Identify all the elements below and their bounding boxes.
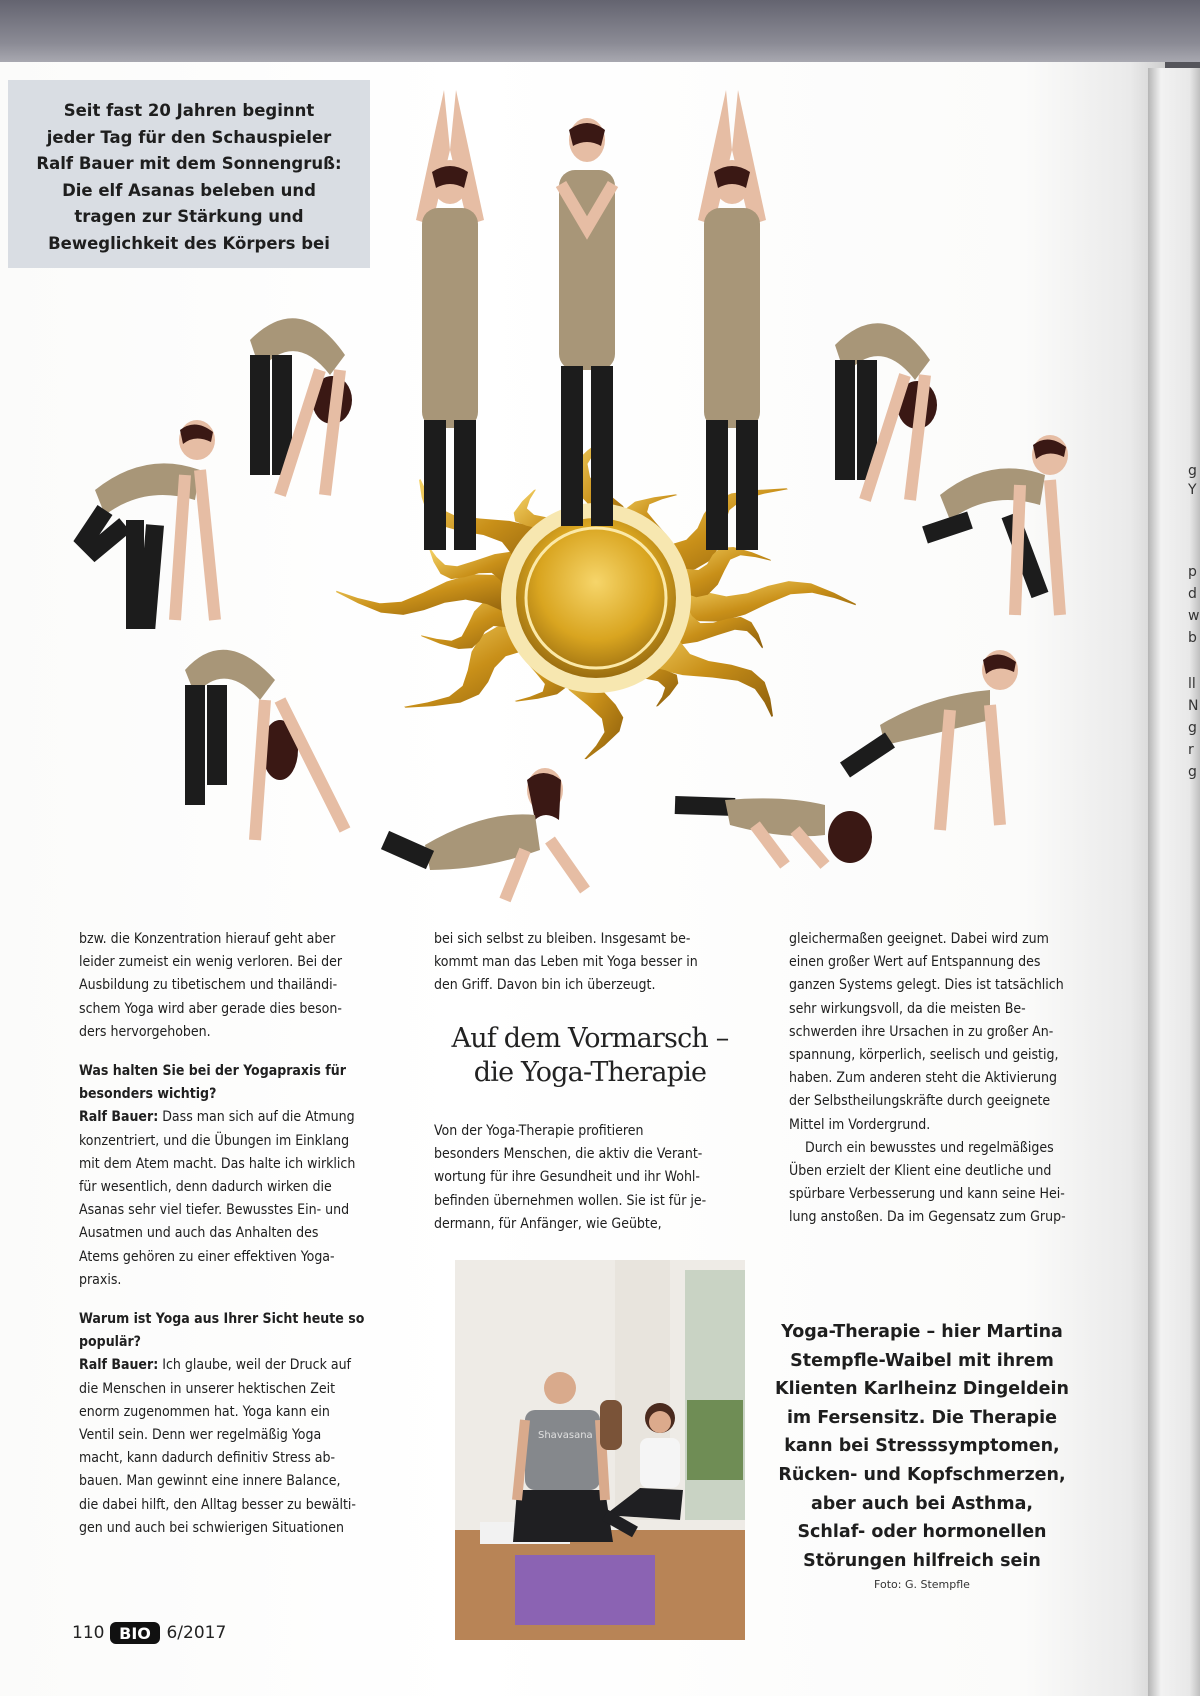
caption-line: Störungen hilfreich sein (803, 1550, 1041, 1571)
text-column-3 (789, 928, 1119, 1230)
yoga-pose-figure-icon (250, 318, 352, 495)
edge-text-fragment: N (1188, 698, 1199, 714)
body-line: Ausatmen und auch das Anhalten des (79, 1225, 319, 1242)
photo-caption (752, 1318, 1092, 1575)
body-line: lung anstoßen. Da im Gegensatz zum Grup- (789, 1209, 1066, 1226)
text-column-2-lower (434, 1120, 764, 1236)
caption-line: im Fersensitz. Die Therapie (786, 1407, 1058, 1428)
body-text: Ich glaube, weil der Druck auf (158, 1357, 351, 1374)
body-line: leider zumeist ein wenig verloren. Bei der (79, 954, 343, 971)
body-line: ganzen Systems gelegt. Dies ist tatsächlich (789, 977, 1064, 994)
body-text: Dass man sich auf die Atmung (158, 1109, 355, 1126)
page-footer (72, 1620, 226, 1646)
edge-text-fragment: b (1188, 630, 1197, 646)
body-line: Ausbildung zu tibetischem und thailändi- (79, 977, 338, 994)
intro-line: Ralf Bauer mit dem Sonnengruß: (36, 154, 342, 173)
body-line: konzentriert, und die Übungen im Einklang (79, 1132, 350, 1149)
edge-text-fragment: g (1188, 720, 1197, 736)
body-line: Mittel im Vordergrund. (789, 1116, 931, 1133)
body-line: ders hervorgehoben. (79, 1023, 211, 1040)
edge-text-fragment: d (1188, 586, 1197, 602)
caption-line: kann bei Stresssymptomen, (784, 1436, 1060, 1457)
body-line: die Menschen in unserer hektischen Zeit (79, 1380, 336, 1397)
interview-question: besonders wichtig? (79, 1086, 217, 1103)
body-line: Von der Yoga-Therapie profitieren (434, 1123, 644, 1139)
therapy-photo (455, 1260, 745, 1640)
interview-question: Was halten Sie bei der Yogapraxis für (79, 1063, 346, 1080)
body-line: befinden übernehmen wollen. Sie ist für je- (434, 1192, 707, 1209)
yoga-pose-figure-icon (675, 798, 872, 865)
interview-question: populär? (79, 1334, 141, 1351)
edge-text-fragment: r (1188, 742, 1194, 758)
body-line: spannung, körperlich, seelisch und geistig, (789, 1047, 1059, 1064)
speaker-name: Ralf Bauer: (79, 1109, 159, 1126)
body-line: schwerden ihre Ursachen in zu großer An- (789, 1023, 1054, 1040)
edge-text-fragment: w (1188, 608, 1200, 624)
photo-credit: Foto: G. Stempfle (874, 1578, 970, 1591)
answer-first-line (79, 1106, 409, 1129)
text-column-1 (79, 928, 409, 1540)
body-line: schem Yoga wird aber gerade dies beson- (79, 1000, 342, 1017)
logo-text: BIO (119, 1624, 152, 1643)
intro-line: tragen zur Stärkung und (74, 207, 304, 226)
body-line: mit dem Atem macht. Das halte ich wirklich (79, 1155, 356, 1172)
body-line: bzw. die Konzentration hierauf geht aber (79, 931, 336, 947)
body-line: der Selbstheilungskräfte durch geeignete (789, 1093, 1051, 1110)
body-line: Asanas sehr viel tiefer. Bewusstes Ein- und (79, 1202, 350, 1219)
body-line: die dabei hilft, den Alltag besser zu bewälti- (79, 1496, 356, 1513)
headline-line: die Yoga-Therapie (473, 1057, 707, 1088)
caption-line: Rücken- und Kopfschmerzen, (778, 1464, 1066, 1485)
body-line: für wesentlich, denn dadurch wirken die (79, 1179, 332, 1196)
body-line: bei sich selbst zu bleiben. Insgesamt be- (434, 931, 691, 947)
speaker-name: Ralf Bauer: (79, 1357, 159, 1374)
edge-text-fragment: Y (1188, 482, 1197, 498)
intro-line: Die elf Asanas beleben und (62, 180, 316, 200)
intro-line: Seit fast 20 Jahren beginnt (63, 101, 315, 120)
body-line: enorm zugenommen hat. Yoga kann ein (79, 1403, 330, 1420)
yoga-pose-figure-icon (85, 420, 215, 620)
yoga-pose-figure-icon (835, 323, 937, 500)
body-line: praxis. (79, 1271, 122, 1288)
body-line: macht, kann dadurch definitiv Stress ab- (79, 1450, 336, 1467)
intro-line: jeder Tag für den Schauspieler (46, 127, 332, 147)
bio-magazine-logo-icon (110, 1620, 160, 1646)
body-line: Üben erzielt der Klient eine deutliche und (789, 1163, 1052, 1180)
caption-line: Klienten Karlheinz Dingeldein (775, 1379, 1069, 1400)
headline-line: Auf dem Vormarsch – (451, 1023, 729, 1054)
body-line: spürbare Verbesserung und kann seine Hei- (789, 1186, 1065, 1203)
body-line: sehr wirkungsvoll, da die meisten Be- (789, 1000, 1026, 1017)
yoga-pose-figure-icon (385, 768, 585, 900)
shirt-print-text: Shavasana (538, 1430, 593, 1441)
section-headline (425, 1022, 755, 1090)
body-line: Atems gehören zu einer effektiven Yoga- (79, 1248, 335, 1265)
caption-line: Stempfle-Waibel mit ihrem (790, 1350, 1054, 1371)
therapy-photo-illustration (455, 1260, 745, 1640)
edge-text-fragment: ll (1188, 676, 1196, 692)
edge-text-fragment: g (1188, 764, 1197, 780)
body-line: gleichermaßen geeignet. Dabei wird zum (789, 931, 1049, 947)
body-line: gen und auch bei schwierigen Situationen (79, 1519, 344, 1536)
yoga-pose-figure-icon (925, 435, 1068, 615)
scanner-edge (0, 0, 1200, 62)
edge-text-fragment: g (1188, 463, 1197, 479)
body-line: bauen. Man gewinnt eine innere Balance, (79, 1473, 341, 1490)
interview-question: Warum ist Yoga aus Ihrer Sicht heute so (79, 1311, 365, 1328)
intro-line: Beweglichkeit des Körpers bei (48, 233, 330, 253)
yoga-pose-figure-icon (698, 90, 766, 550)
caption-line: Yoga-Therapie – hier Martina (781, 1322, 1063, 1342)
body-line: kommt man das Leben mit Yoga besser in (434, 954, 698, 971)
body-line: Durch ein bewusstes und regelmäßiges (805, 1139, 1054, 1156)
answer-first-line (79, 1354, 409, 1377)
body-line: besonders Menschen, die aktiv die Verant- (434, 1146, 703, 1163)
yoga-pose-figure-icon (185, 650, 345, 840)
caption-line: aber auch bei Asthma, (810, 1493, 1034, 1514)
body-line: einen großer Wert auf Entspannung des (789, 954, 1041, 971)
yoga-pose-figure-icon (845, 650, 1018, 830)
caption-line: Schlaf- oder hormonellen (797, 1522, 1047, 1543)
body-line: haben. Zum anderen steht die Aktivierung (789, 1070, 1057, 1087)
page-number: 110 (72, 1623, 105, 1643)
yoga-pose-figure-icon (416, 90, 484, 550)
issue-label: 6/2017 (166, 1623, 227, 1643)
intro-highlight-box (8, 80, 370, 268)
body-line: Ventil sein. Denn wer regelmäßig Yoga (79, 1427, 322, 1444)
next-page-edge (1148, 68, 1200, 1696)
body-line: dermann, für Anfänger, wie Geübte, (434, 1215, 662, 1232)
text-column-2 (434, 928, 764, 998)
body-line: wortung für ihre Gesundheit und ihr Wohl- (434, 1169, 700, 1186)
edge-text-fragment: p (1188, 564, 1197, 580)
body-line: den Griff. Davon bin ich überzeugt. (434, 977, 656, 994)
